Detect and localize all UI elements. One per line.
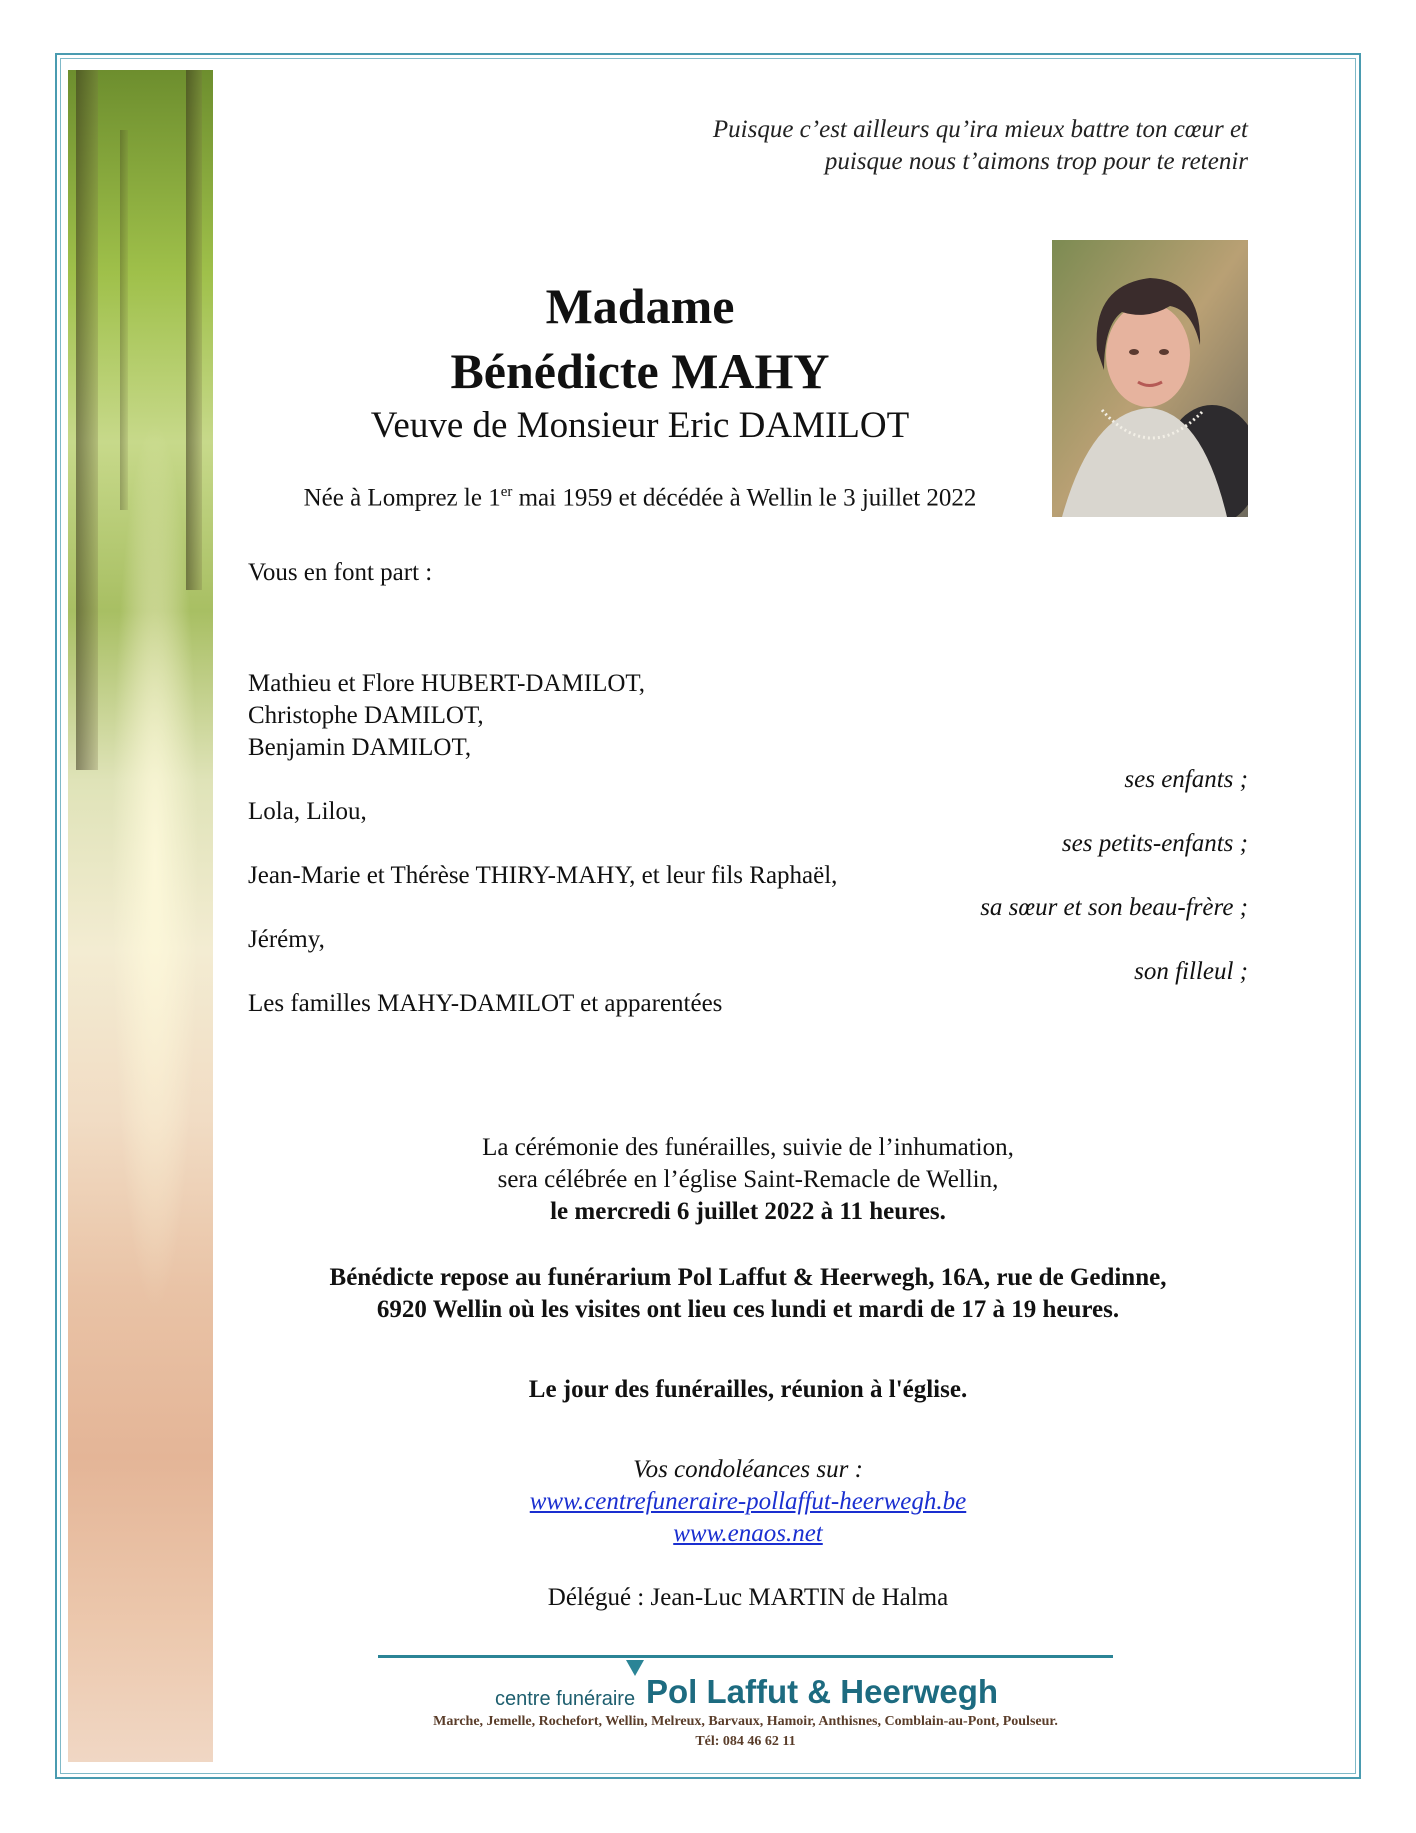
logo-triangle-icon [626,1660,644,1676]
relation-label: son filleul ; [1134,958,1248,985]
epigraph-line-2: puisque nous t’aimons trop pour te retenir [824,148,1248,175]
family-line: Lola, Lilou, [248,798,367,825]
visit-line: 6920 Wellin où les visites ont lieu ces lundi et mardi de 17 à 19 heures. [376,1296,1120,1323]
family-line: Mathieu et Flore HUBERT-DAMILOT, [248,670,646,697]
logo-phone: Tél: 084 46 62 11 [695,1734,796,1749]
deceased-name: Bénédicte MAHY [450,343,830,399]
born-prefix: Née à Lomprez le 1 [303,484,501,512]
relation-label: ses petits-enfants ; [1061,830,1248,857]
delegate-line: Délégué : Jean-Luc MARTIN de Halma [547,1584,949,1611]
deceased-portrait [1052,240,1248,517]
relation-label: sa sœur et son beau-frère ; [980,894,1248,921]
born-sup: er [500,484,513,500]
logo-small-text: centre funéraire [495,1688,636,1710]
condolences-link-2[interactable]: www.enaos.net [673,1520,823,1547]
ceremony-line: La cérémonie des funérailles, suivie de l’inhumation, [482,1134,1014,1161]
family-line: Jean-Marie et Thérèse THIRY-MAHY, et leur fils Raphaël, [248,862,838,889]
meeting-line: Le jour des funérailles, réunion à l'église. [528,1376,968,1403]
family-line: Benjamin DAMILOT, [248,734,472,761]
logo-places: Marche, Jemelle, Rochefort, Wellin, Melreux, Barvaux, Hamoir, Anthisnes, Comblain-au-Pont, Poulseur. [433,1714,1058,1729]
ceremony-date: le mercredi 6 juillet 2022 à 11 heures. [550,1198,946,1225]
epigraph [713,114,1248,178]
logo-divider [378,1655,1113,1658]
deceased-title: Madame [545,278,735,334]
family-line: Les familles MAHY-DAMILOT et apparentées [248,990,723,1017]
family-line: Jérémy, [248,926,325,953]
ceremony-line: sera célébrée en l’église Saint-Remacle de Wellin, [497,1166,999,1193]
family-line: Christophe DAMILOT, [248,702,484,729]
condolences-link-1[interactable]: www.centrefuneraire-pollaffut-heerwegh.be [529,1488,967,1515]
announce-text: Vous en font part : [248,559,433,586]
epigraph-line-1: Puisque c’est ailleurs qu’ira mieux battre ton cœur et [712,116,1248,143]
condolences-label: Vos condoléances sur : [633,1456,863,1483]
relation-label: ses enfants ; [1124,766,1248,793]
logo-company-name: Pol Laffut & Heerwegh [646,1673,999,1710]
widow-of: Veuve de Monsieur Eric DAMILOT [370,405,910,446]
birth-death-line [240,475,1040,515]
visit-line: Bénédicte repose au funérarium Pol Laffut & Heerwegh, 16A, rue de Gedinne, [329,1264,1167,1291]
born-suffix: mai 1959 et décédée à Wellin le 3 juillet 2022 [512,484,977,512]
forest-path-image [68,70,213,1762]
